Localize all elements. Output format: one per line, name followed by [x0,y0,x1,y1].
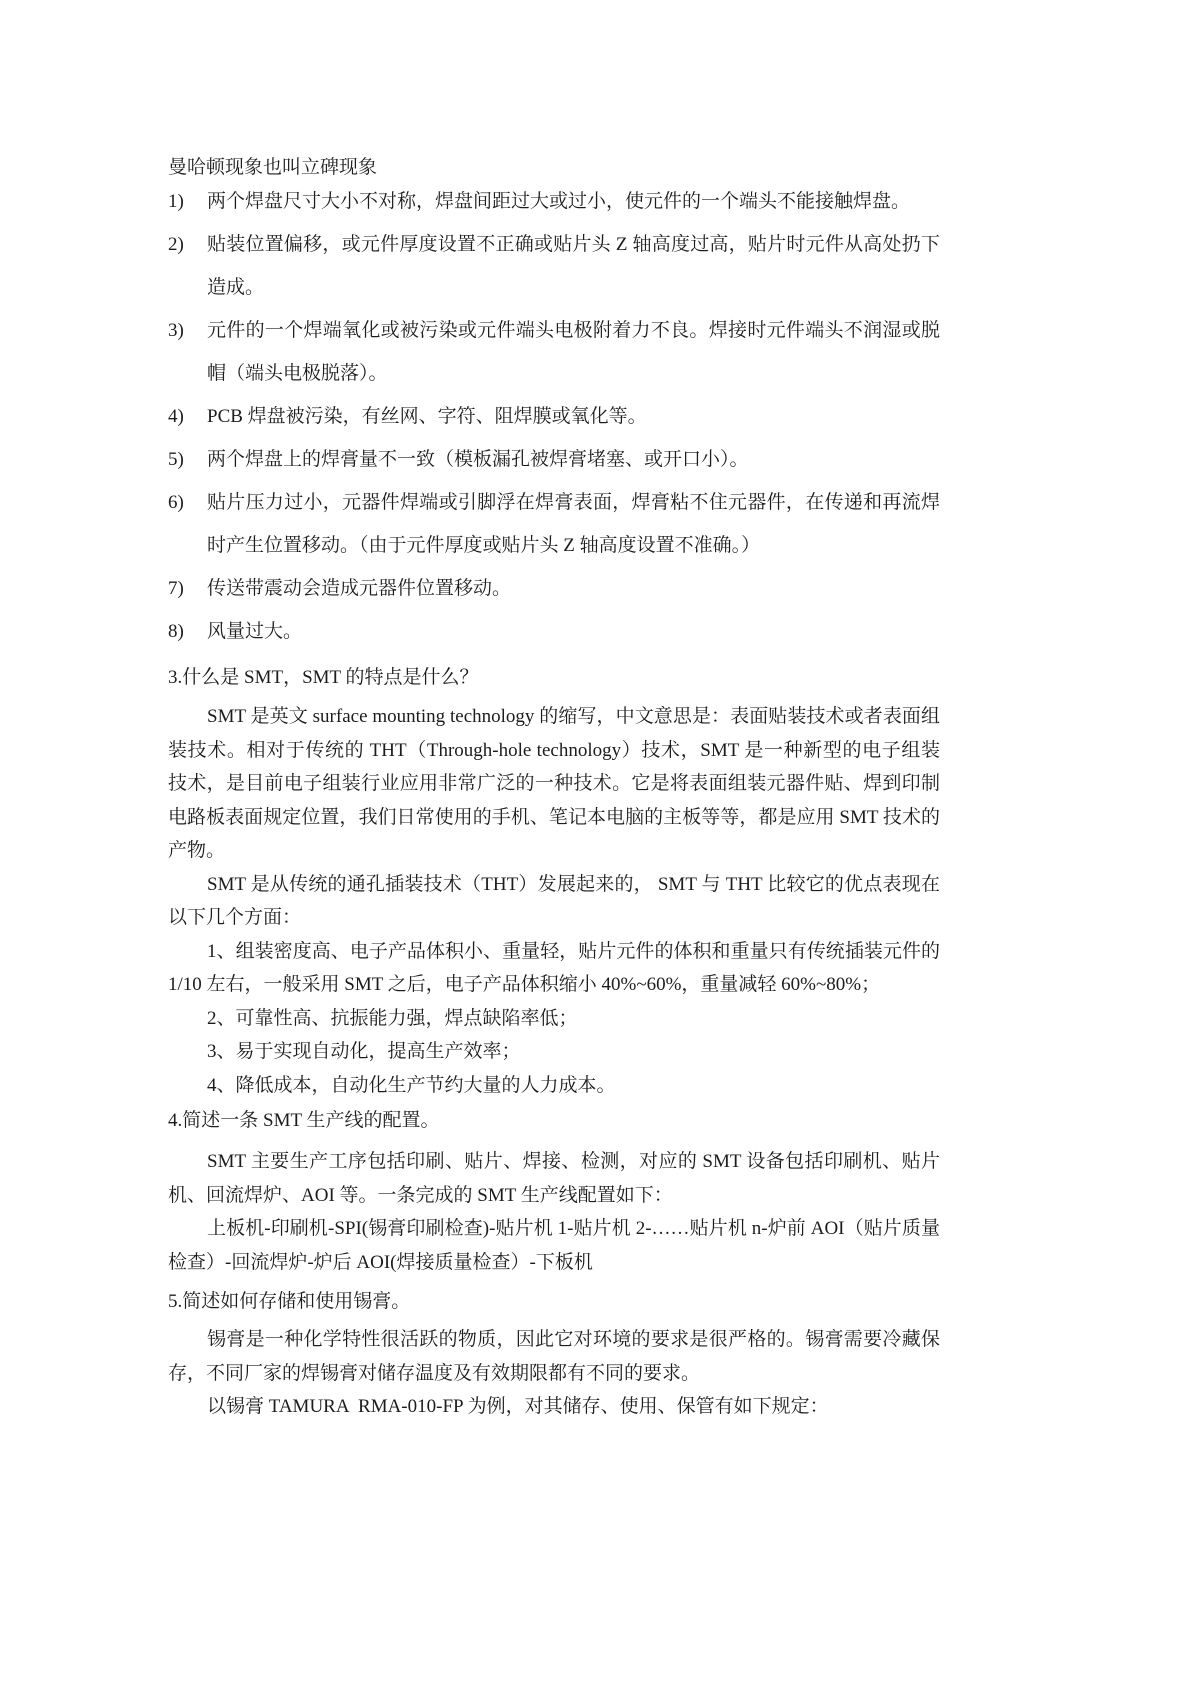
list-item-number: 2) [168,234,184,255]
list-item-text: 传送带震动会造成元器件位置移动。 [207,578,512,599]
production-line-config: 上板机-印刷机-SPI(锡膏印刷检查)-贴片机 1-贴片机 2-……贴片机 n-炉前 AOI（贴片质量检查）-回流焊炉-炉后 AOI(焊接质量检查）-下板机 [168,1218,940,1273]
list-item [168,395,940,438]
paragraph: SMT 主要生产工序包括印刷、贴片、焊接、检测，对应的 SMT 设备包括印刷机、贴片机、回流焊炉、AOI 等。一条完成的 SMT 生产线配置如下： [168,1151,940,1206]
list-item-text: 贴片压力过小，元器件焊端或引脚浮在焊膏表面，焊膏粘不住元器件，在传递和再流焊时产生位置移动。（由于元件厚度或贴片头 Z 轴高度设置不准确。） [207,492,940,556]
list-item-number: 8) [168,621,184,642]
list-item [168,309,940,395]
paragraph: 锡膏是一种化学特性很活跃的物质，因此它对环境的要求是很严格的。锡膏需要冷藏保存，不同厂家的焊锡膏对储存温度及有效期限都有不同的要求。 [168,1329,940,1384]
list-item-text: 贴装位置偏移，或元件厚度设置不正确或贴片头 Z 轴高度过高，贴片时元件从高处扔下造成。 [207,234,940,298]
list-item [168,180,940,223]
list-item-number: 6) [168,492,184,513]
list-item-text: PCB 焊盘被污染，有丝网、字符、阻焊膜或氧化等。 [207,406,647,427]
list-item-text: 风量过大。 [207,621,303,642]
list-item [168,610,940,653]
list-item-text: 两个焊盘上的焊膏量不一致（模板漏孔被焊膏堵塞、或开口小）。 [207,449,749,470]
list-item-text: 两个焊盘尺寸大小不对称，焊盘间距过大或过小，使元件的一个端头不能接触焊盘。 [207,191,911,212]
intro-line: 曼哈顿现象也叫立碑现象 [168,157,378,178]
list-item-number: 4) [168,406,184,427]
list-item [168,223,940,309]
paragraph: 以锡膏 TAMURA RMA-010-FP 为例，对其储存、使用、保管有如下规定： [207,1396,829,1417]
paragraph: SMT 是从传统的通孔插装技术（THT）发展起来的， SMT 与 THT 比较它的优点表现在以下几个方面： [168,873,940,928]
cause-list [168,180,940,653]
advantage-item: 2、可靠性高、抗振能力强，焊点缺陷率低； [207,1007,578,1029]
section-heading-5: 5.简述如何存储和使用锡膏。 [168,1291,411,1312]
list-item [168,438,940,481]
advantage-item: 4、降低成本，自动化生产节约大量的人力成本。 [207,1074,616,1096]
list-item-number: 1) [168,191,184,212]
list-item-text: 元件的一个焊端氧化或被污染或元件端头电极附着力不良。焊接时元件端头不润湿或脱帽（端头电极脱落）。 [207,320,940,384]
list-item-number: 7) [168,578,184,599]
section-heading-4: 4.简述一条 SMT 生产线的配置。 [168,1110,440,1131]
section-heading-3: 3.什么是 SMT，SMT 的特点是什么？ [168,667,479,688]
list-item [168,567,940,610]
paragraph: SMT 是英文 surface mounting technology 的缩写，中文意思是：表面贴装技术或者表面组装技术。相对于传统的 THT（Through-hole technology）技术，SMT 是一种新型的电子组装技术，是目前电子组装行业应用非常广泛的一种技术。它是将表面组装元器件贴、焊到印制电路板表面规定位置，我们日常使用的手机、笔记本电脑的主板等等，都是应用 SMT 技术的产物。 [168,706,940,861]
advantage-item: 3、易于实现自动化，提高生产效率； [207,1041,521,1062]
document-body [168,156,945,1424]
list-item-number: 3) [168,320,184,341]
advantage-item: 1、组装密度高、电子产品体积小、重量轻，贴片元件的体积和重量只有传统插装元件的 1/10 左右，一般采用 SMT 之后，电子产品体积缩小 40%~60%，重量减轻 60%~80%； [168,940,945,995]
list-item-number: 5) [168,449,184,470]
list-item [168,481,940,567]
